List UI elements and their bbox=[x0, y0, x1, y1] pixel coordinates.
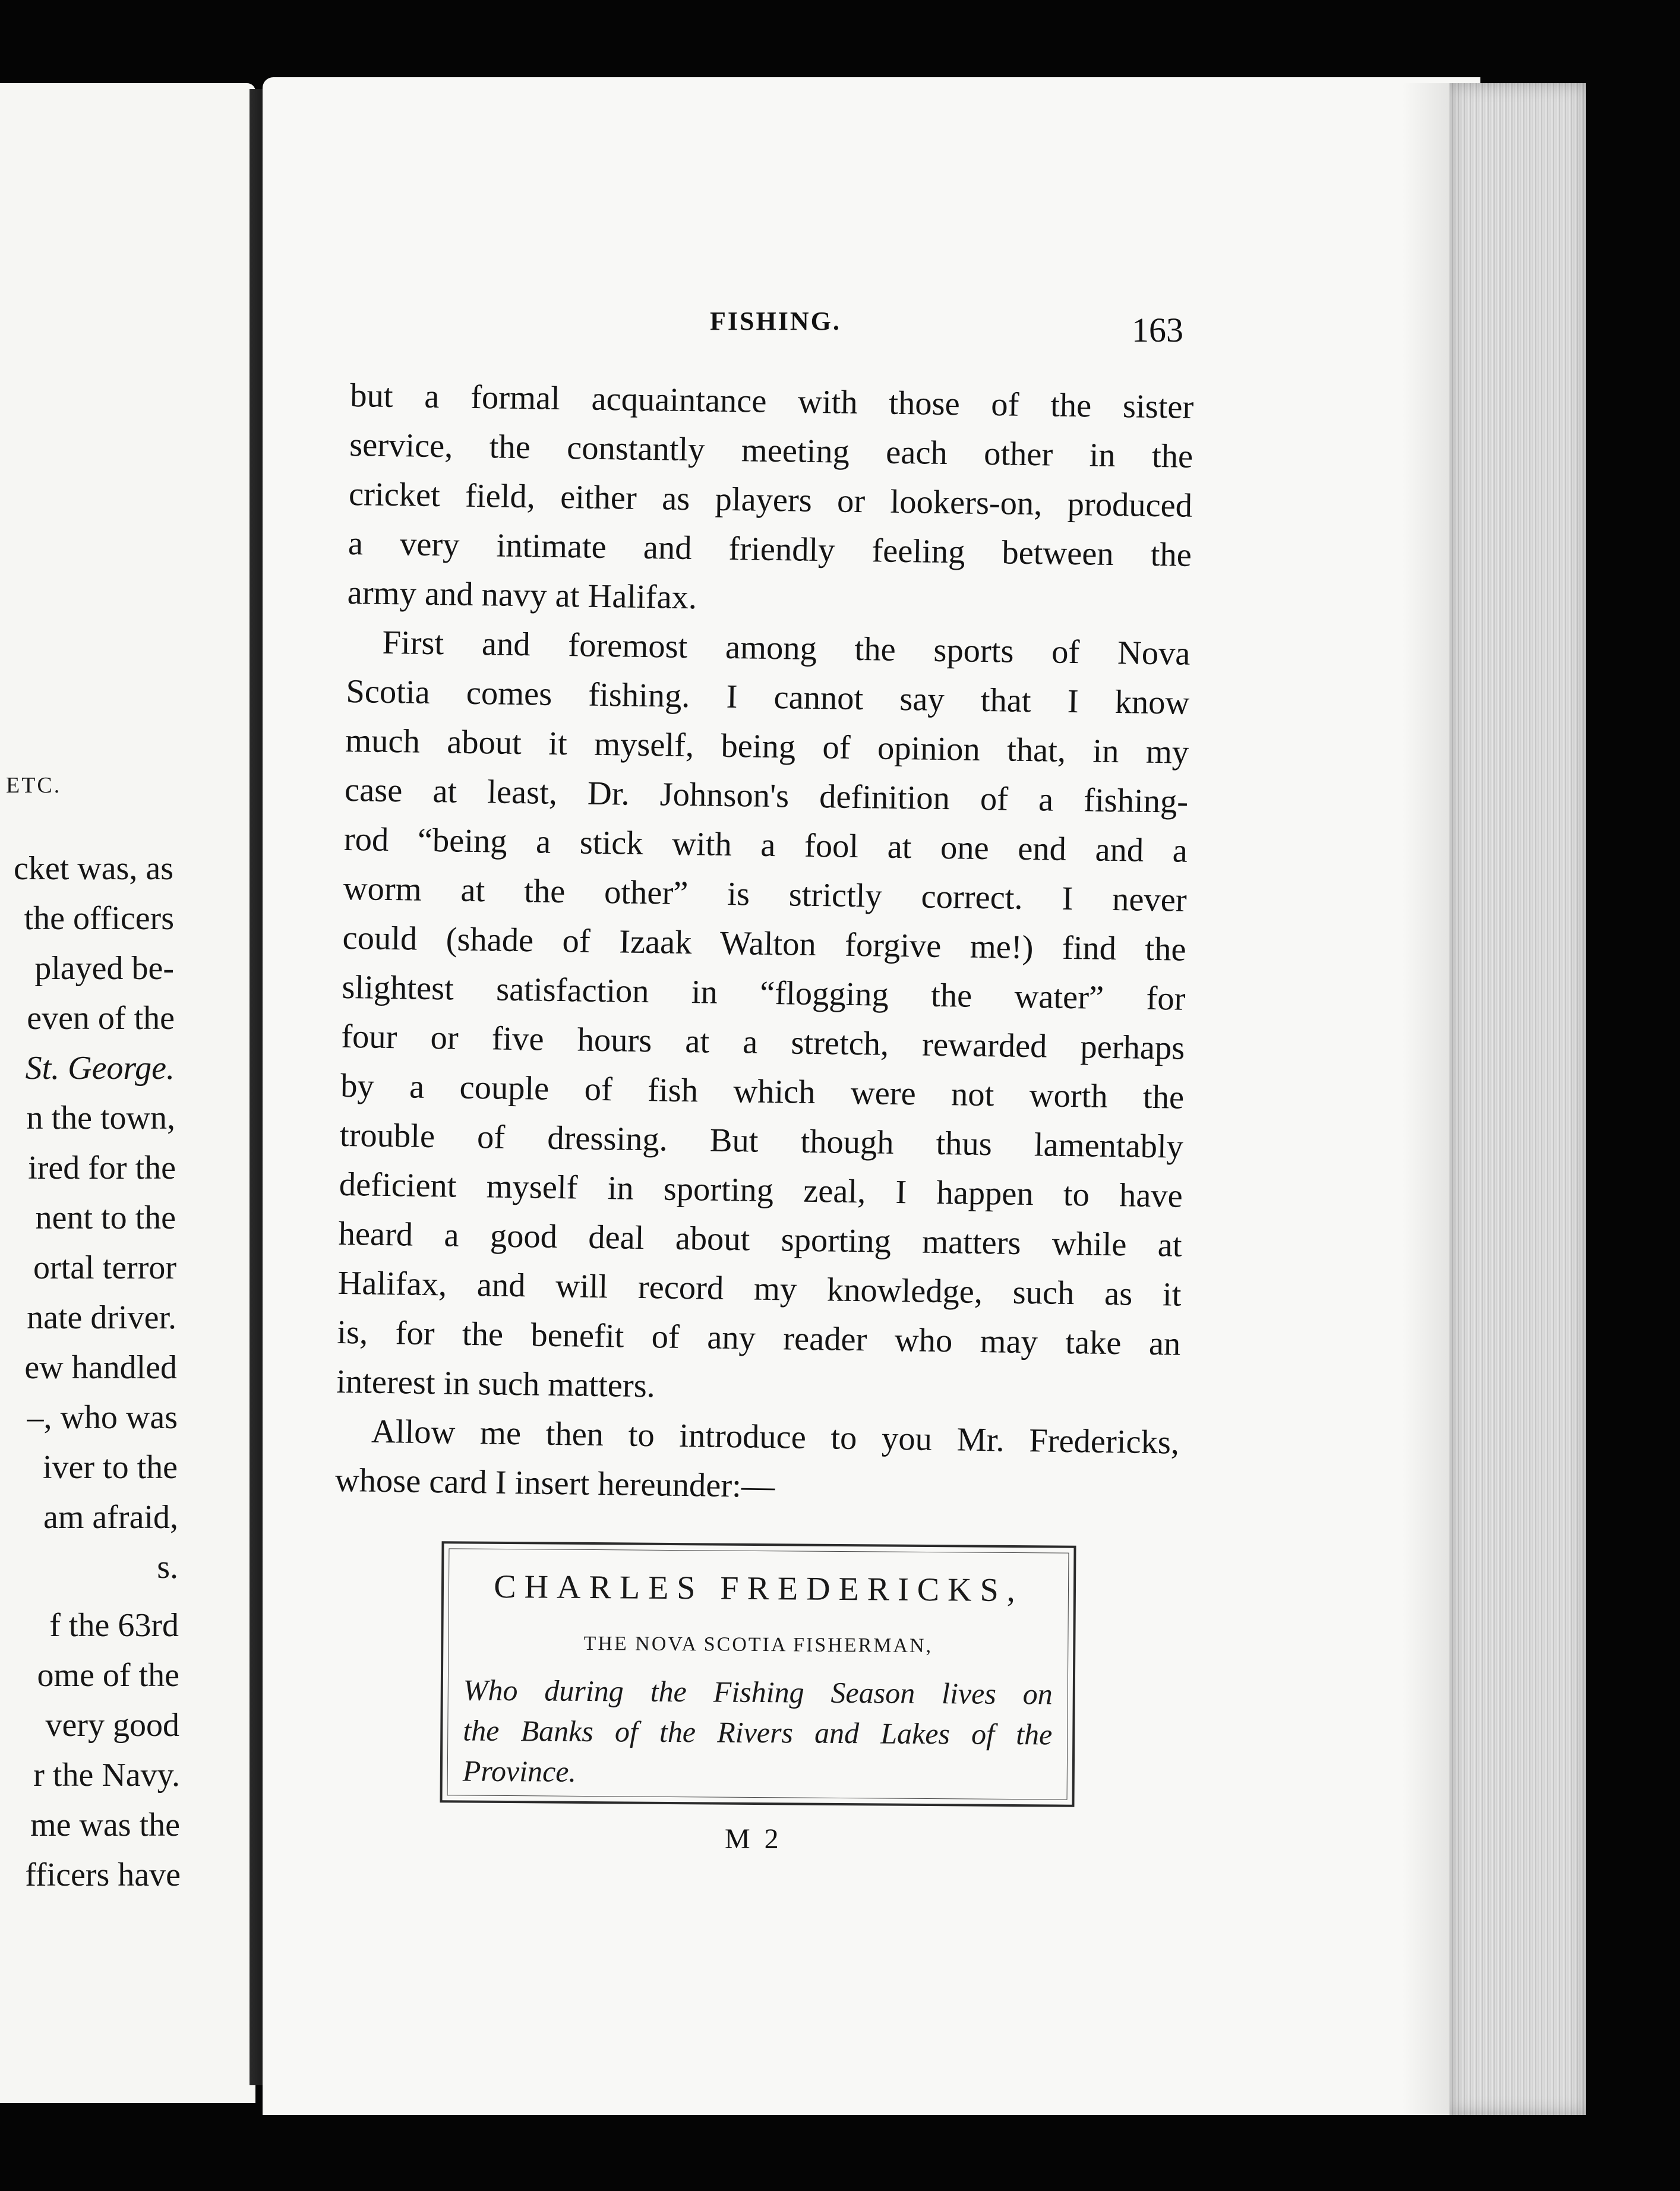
left-text-line: nent to the bbox=[35, 1199, 176, 1236]
text-line: by a couple of fish which were not worth the bbox=[340, 1067, 1185, 1116]
card-description-line: Who during the Fishing Season lives on bbox=[463, 1673, 1053, 1711]
left-text-line: fficers have bbox=[25, 1857, 181, 1893]
text-line: First and foremost among the sports of Nova bbox=[382, 624, 1190, 673]
text-line: rod “being a stick with a fool at one end and a bbox=[343, 820, 1188, 870]
card-description-line: Province. bbox=[462, 1754, 577, 1788]
text-line: could (shade of Izaak Walton forgive me!) find the bbox=[342, 919, 1186, 968]
page-edges bbox=[1450, 83, 1586, 2115]
text-line: but a formal acquaintance with those of the sister bbox=[349, 377, 1194, 426]
text-line: heard a good deal about sporting matters while at bbox=[338, 1215, 1183, 1264]
card-subtitle: THE NOVA SCOTIA FISHERMAN, bbox=[583, 1632, 933, 1658]
text-line: Allow me then to introduce to you Mr. Fredericks, bbox=[371, 1413, 1180, 1461]
card-name: CHARLES FREDERICKS, bbox=[494, 1568, 1024, 1609]
text-line: slightest satisfaction in “flogging the water” for bbox=[342, 968, 1186, 1018]
left-running-head: ETC. bbox=[6, 773, 62, 798]
left-text-line: iver to the bbox=[42, 1449, 178, 1486]
left-text-line: ired for the bbox=[28, 1150, 176, 1186]
card-description-line: the Banks of the Rivers and Lakes of the bbox=[463, 1713, 1053, 1751]
text-line: trouble of dressing. But though thus lamentably bbox=[339, 1116, 1184, 1166]
left-text-line: nate driver. bbox=[27, 1299, 176, 1336]
left-text-line: n the town, bbox=[26, 1100, 175, 1136]
text-line: cricket field, either as players or lookers-on, produced bbox=[348, 475, 1193, 525]
text-line: much about it myself, being of opinion that, in my bbox=[345, 722, 1189, 771]
left-text-line: very good bbox=[45, 1707, 179, 1744]
left-text-line: me was the bbox=[30, 1807, 180, 1843]
text-line: interest in such matters. bbox=[336, 1363, 656, 1405]
paragraph-1 bbox=[347, 371, 1194, 630]
text-line: Halifax, and will record my knowledge, such as it bbox=[337, 1264, 1182, 1314]
left-text-line: s. bbox=[157, 1549, 178, 1586]
left-text-line: ome of the bbox=[37, 1657, 179, 1694]
text-line: case at least, Dr. Johnson's definition of a fishing- bbox=[344, 771, 1189, 820]
left-text-line: am afraid, bbox=[43, 1499, 178, 1536]
left-page bbox=[0, 83, 255, 2103]
text-line: four or five hours at a stretch, rewarded perhaps bbox=[340, 1018, 1185, 1067]
left-text-line: the officers bbox=[24, 900, 174, 937]
text-line: deficient myself in sporting zeal, I happen to have bbox=[339, 1166, 1183, 1215]
signature-mark: M 2 bbox=[725, 1823, 782, 1855]
paragraph-3 bbox=[334, 1407, 1179, 1517]
text-line: worm at the other” is strictly correct. I never bbox=[343, 870, 1188, 919]
card-description bbox=[463, 1670, 1053, 1795]
body-text bbox=[334, 371, 1194, 1517]
running-head: FISHING. bbox=[710, 307, 841, 336]
text-line: Scotia comes fishing. I cannot say that I know bbox=[346, 673, 1190, 722]
left-text-line: ortal terror bbox=[33, 1249, 176, 1286]
text-line: army and navy at Halifax. bbox=[347, 574, 697, 617]
paragraph-2 bbox=[336, 618, 1190, 1419]
page-number: 163 bbox=[1132, 311, 1183, 349]
text-line: whose card I insert hereunder:— bbox=[334, 1461, 775, 1505]
left-text-line: cket was, as bbox=[13, 850, 173, 887]
text-line: is, for the benefit of any reader who may take an bbox=[336, 1314, 1181, 1363]
left-text-line: even of the bbox=[27, 1000, 175, 1037]
left-text-line: –, who was bbox=[27, 1399, 178, 1436]
text-line: service, the constantly meeting each other in the bbox=[349, 426, 1193, 475]
left-text-line: ew handled bbox=[24, 1349, 177, 1386]
left-text-line: St. George. bbox=[25, 1050, 175, 1087]
left-text-line: r the Navy. bbox=[33, 1757, 180, 1794]
business-card bbox=[440, 1541, 1076, 1807]
left-text-line: f the 63rd bbox=[49, 1607, 179, 1644]
left-text-line: played be- bbox=[34, 950, 174, 987]
text-line: a very intimate and friendly feeling between the bbox=[348, 525, 1192, 574]
